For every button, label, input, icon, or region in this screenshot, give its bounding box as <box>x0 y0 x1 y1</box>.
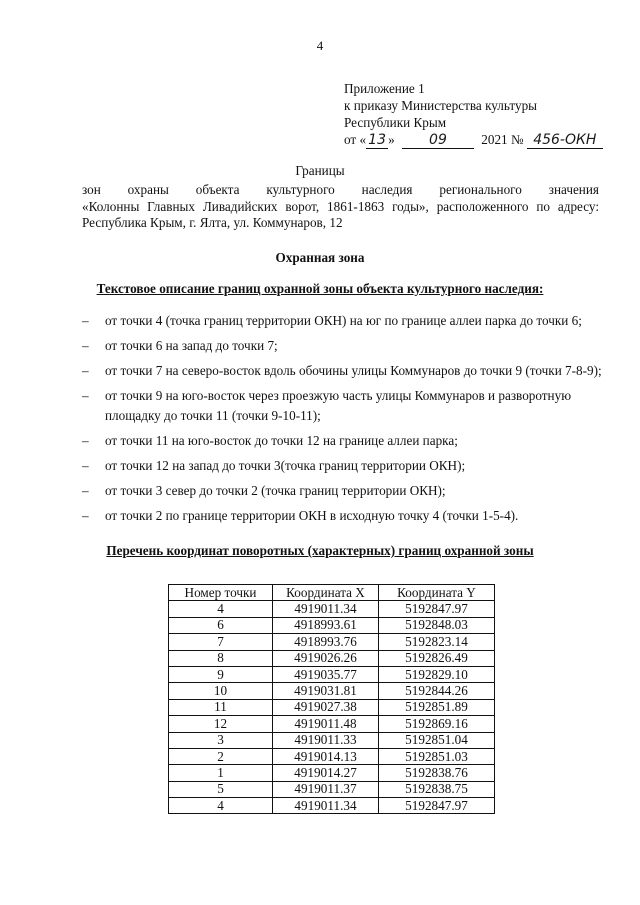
header-coordinate-x: Координата X <box>273 585 379 601</box>
point-number: 3 <box>169 732 273 748</box>
list-item-text: от точки 11 на юго-восток до точки 12 на границе аллеи парка; <box>105 433 458 448</box>
table-row <box>169 732 495 748</box>
table-row <box>169 601 495 617</box>
appendix-line-2: к приказу Министерства культуры <box>344 98 538 113</box>
list-item <box>82 456 602 476</box>
page-number: 4 <box>316 38 324 53</box>
coordinate-y: 5192847.97 <box>379 798 495 814</box>
appendix-line-3: Республики Крым <box>344 115 447 130</box>
table-row <box>169 798 495 814</box>
coordinate-x: 4918993.76 <box>273 634 379 650</box>
table-row <box>169 650 495 666</box>
coordinate-y: 5192851.89 <box>379 699 495 715</box>
coordinate-y: 5192847.97 <box>379 601 495 617</box>
coordinate-y: 5192823.14 <box>379 634 495 650</box>
coordinate-x: 4919014.13 <box>273 748 379 764</box>
coordinate-x: 4919026.26 <box>273 650 379 666</box>
list-item-text: от точки 7 на северо-восток вдоль обочины улицы Коммунаров до точки 9 (точки 7-8-9); <box>105 363 602 378</box>
list-item-text: от точки 12 на запад до точки 3(точка границ территории ОКН); <box>105 458 466 473</box>
subject-line-1: зон охраны объекта культурного наследия регионального значения <box>82 182 599 197</box>
date-month: 09 <box>402 133 474 149</box>
table-row <box>169 666 495 682</box>
coordinate-y: 5192826.49 <box>379 650 495 666</box>
table-row <box>169 699 495 715</box>
point-number: 8 <box>169 650 273 666</box>
table-row <box>169 781 495 797</box>
bullet-dash: – <box>82 433 89 448</box>
coordinate-y: 5192869.16 <box>379 716 495 732</box>
bullet-dash: – <box>82 483 89 498</box>
document-subject <box>82 182 599 232</box>
point-number: 6 <box>169 617 273 633</box>
date-day-close: » <box>388 132 395 147</box>
point-number: 5 <box>169 781 273 797</box>
table-row <box>169 716 495 732</box>
date-year-number-label: 2021 № <box>481 132 524 147</box>
coordinate-y: 5192838.76 <box>379 765 495 781</box>
coordinates-heading: Перечень координат поворотных (характерных) границ охранной зоны <box>106 543 534 558</box>
coordinate-x: 4919014.27 <box>273 765 379 781</box>
coordinate-y: 5192844.26 <box>379 683 495 699</box>
list-item <box>82 481 602 501</box>
point-number: 4 <box>169 601 273 617</box>
document-title: Границы <box>295 163 345 178</box>
bullet-dash: – <box>82 338 89 353</box>
point-number: 10 <box>169 683 273 699</box>
coordinate-x: 4919011.33 <box>273 732 379 748</box>
bullet-dash: – <box>82 508 89 523</box>
coordinate-x: 4919031.81 <box>273 683 379 699</box>
list-item <box>82 336 602 356</box>
date-day: 13 <box>366 133 388 149</box>
table-header-row <box>169 585 495 601</box>
point-number: 9 <box>169 666 273 682</box>
bullet-dash: – <box>82 363 89 378</box>
coordinate-x: 4919011.34 <box>273 601 379 617</box>
list-item <box>82 361 602 381</box>
coordinate-x: 4919027.38 <box>273 699 379 715</box>
appendix-date-line <box>344 131 603 149</box>
list-item <box>82 386 602 426</box>
point-number: 2 <box>169 748 273 764</box>
list-item <box>82 506 602 526</box>
header-coordinate-y: Координата Y <box>379 585 495 601</box>
list-item <box>82 431 602 451</box>
coordinate-y: 5192829.10 <box>379 666 495 682</box>
bullet-dash: – <box>82 388 89 403</box>
coordinate-x: 4919011.48 <box>273 716 379 732</box>
point-number: 1 <box>169 765 273 781</box>
coordinate-x: 4918993.61 <box>273 617 379 633</box>
table-row <box>169 634 495 650</box>
point-number: 11 <box>169 699 273 715</box>
coordinate-y: 5192838.75 <box>379 781 495 797</box>
description-list <box>82 311 602 531</box>
table-row <box>169 748 495 764</box>
point-number: 7 <box>169 634 273 650</box>
table-row <box>169 683 495 699</box>
list-item-text: от точки 3 север до точки 2 (точка границ территории ОКН); <box>105 483 446 498</box>
list-item-text: от точки 9 на юго-восток через проезжую часть улицы Коммунаров и разворотную площадку до точки 11 (точки 9-10-11); <box>105 388 572 423</box>
point-number: 4 <box>169 798 273 814</box>
subject-rest: «Колонны Главных Ливадийских ворот, 1861-1863 годы», расположенного по адресу: Республика Крым, г. Ялта, ул. Коммунаров, 12 <box>82 198 599 230</box>
list-item-text: от точки 4 (точка границ территории ОКН) на юг по границе аллеи парка до точки 6; <box>105 313 582 328</box>
zone-heading: Охранная зона <box>275 250 365 265</box>
header-point-number: Номер точки <box>169 585 273 601</box>
coordinate-x: 4919011.34 <box>273 798 379 814</box>
table-row <box>169 765 495 781</box>
bullet-dash: – <box>82 458 89 473</box>
list-item-text: от точки 6 на запад до точки 7; <box>105 338 278 353</box>
coordinates-table <box>168 584 495 814</box>
date-prefix: от « <box>344 132 367 147</box>
coordinate-y: 5192851.03 <box>379 748 495 764</box>
coordinate-y: 5192851.04 <box>379 732 495 748</box>
appendix-line-1: Приложение 1 <box>344 81 425 96</box>
coordinate-y: 5192848.03 <box>379 617 495 633</box>
list-item <box>82 311 602 331</box>
coordinate-x: 4919011.37 <box>273 781 379 797</box>
order-number: 456-ОКН <box>527 133 603 149</box>
coordinate-x: 4919035.77 <box>273 666 379 682</box>
appendix-block <box>344 80 603 149</box>
point-number: 12 <box>169 716 273 732</box>
bullet-dash: – <box>82 313 89 328</box>
text-description-heading: Текстовое описание границ охранной зоны объекта культурного наследия: <box>96 281 544 296</box>
table-row <box>169 617 495 633</box>
list-item-text: от точки 2 по границе территории ОКН в исходную точку 4 (точки 1-5-4). <box>105 508 519 523</box>
